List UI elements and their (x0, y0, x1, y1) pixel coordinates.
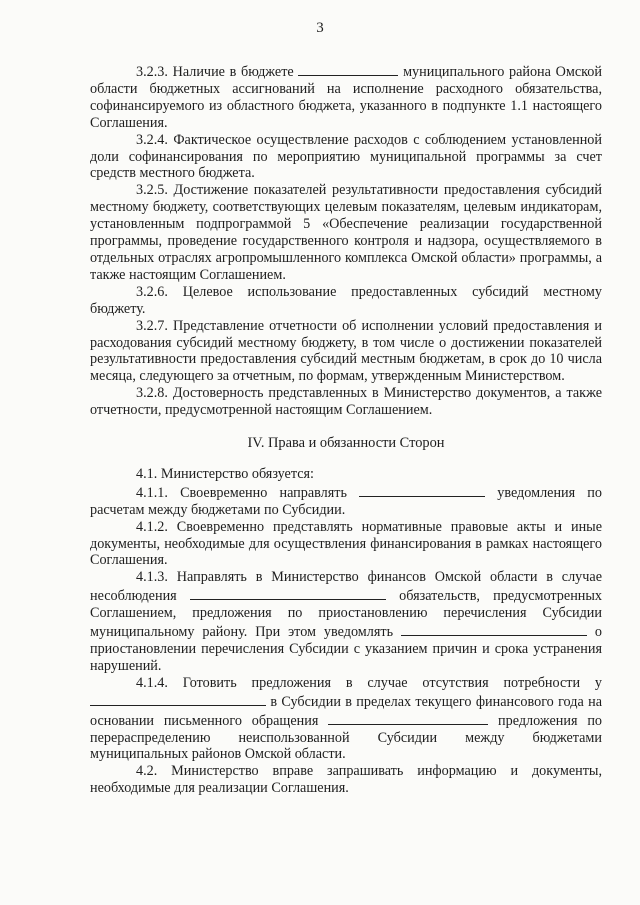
text-4-1-3-middle: обязательств, предусмотренных Соглашением, предложения по приостановлению перечисления Субсидии муниципальному району. При этом уведомлять (90, 588, 603, 641)
paragraph-3-2-6: 3.2.6. Целевое использование предоставленных субсидий местному бюджету. (90, 283, 602, 317)
text-4-1-1-rest: уведомления по расчетам между бюджетами по Субсидии. (90, 484, 602, 518)
blank-line-noncompliance-party (190, 586, 386, 600)
section-heading-rights-obligations: IV. Права и обязанности Сторон (247, 435, 445, 452)
paragraph-4-1-1 (90, 483, 602, 519)
text-3-2-3-start: 3.2.3. Наличие в бюджете (136, 64, 294, 80)
page-number: 3 (316, 20, 324, 36)
paragraph-4-1-2: 4.1.2. Своевременно представлять нормативные правовые акты и иные документы, необходимые для осуществления финансирования в рамках настоящего Соглашения. (90, 518, 602, 569)
blank-line-recipient (359, 483, 485, 497)
document-body (90, 62, 602, 797)
text-4-1-1-start: 4.1.1. Своевременно направлять (136, 484, 347, 501)
paragraph-3-2-4: 3.2.4. Фактическое осуществление расходов с соблюдением установленной доли софинансирования по мероприятию муниципальной программы за счет средств местного бюджета. (90, 131, 602, 182)
text-4-1-4-start: 4.1.4. Готовить предложения в случае отсутствия потребности у (136, 674, 602, 691)
text-4-1-4-middle: в Субсидии в пределах текущего финансового года на основании письменного обращения (90, 693, 602, 729)
text-3-2-3-rest: муниципального района Омской области бюджетных ассигнований на исполнение расходного обязательства, софинансируемого из областного бюджета, указанного в подпункте 1.1 настоящего Соглашения. (90, 64, 602, 131)
paragraph-3-2-3 (90, 62, 602, 132)
paragraph-3-2-5: 3.2.5. Достижение показателей результативности предоставления субсидий местному бюджету, соответствующих целевым показателям, целевым индикаторам, установленным подпрограммой 5 «Обеспечение реализации государственной программы, проведение государственного контроля и надзора, осуществляемого в отдельных отраслях агропромышленного комплекса Омской области» программы, а также настоящим Соглашением. (90, 182, 602, 283)
paragraph-3-2-8: 3.2.8. Достоверность представленных в Министерство документов, а также отчетности, предусмотренной настоящим Соглашением. (90, 385, 602, 419)
blank-line-notify-party (401, 622, 587, 636)
paragraph-4-1-4 (90, 675, 602, 764)
blank-line-no-need-party (90, 692, 266, 706)
blank-line-budget-owner (298, 62, 398, 76)
paragraph-4-2: 4.2. Министерство вправе запрашивать информацию и документы, необходимые для реализации Соглашения. (90, 763, 602, 797)
blank-line-request-party (328, 711, 488, 725)
paragraph-4-1-3 (90, 569, 602, 674)
text-4-1-4-end: предложения по перераспределению неиспользованной Субсидии между бюджетами муниципальных районов Омской области. (90, 712, 603, 763)
paragraph-4-1: 4.1. Министерство обязуется: (136, 465, 314, 482)
text-4-1-3-end: о приостановлении перечисления Субсидии с указанием причин и срока устранения нарушений. (90, 624, 603, 674)
text-4-1-3-start: 4.1.3. Направлять в Министерство финансов Омской области в случае несоблюдения (90, 569, 602, 605)
paragraph-3-2-7: 3.2.7. Представление отчетности об исполнении условий предоставления и расходования субсидий местному бюджету, в том числе о достижении показателей результативности предоставления субсидий местным бюджетам, в срок до 10 числа месяца, следующего за отчетным, по формам, утвержденным Министерством. (90, 317, 602, 385)
